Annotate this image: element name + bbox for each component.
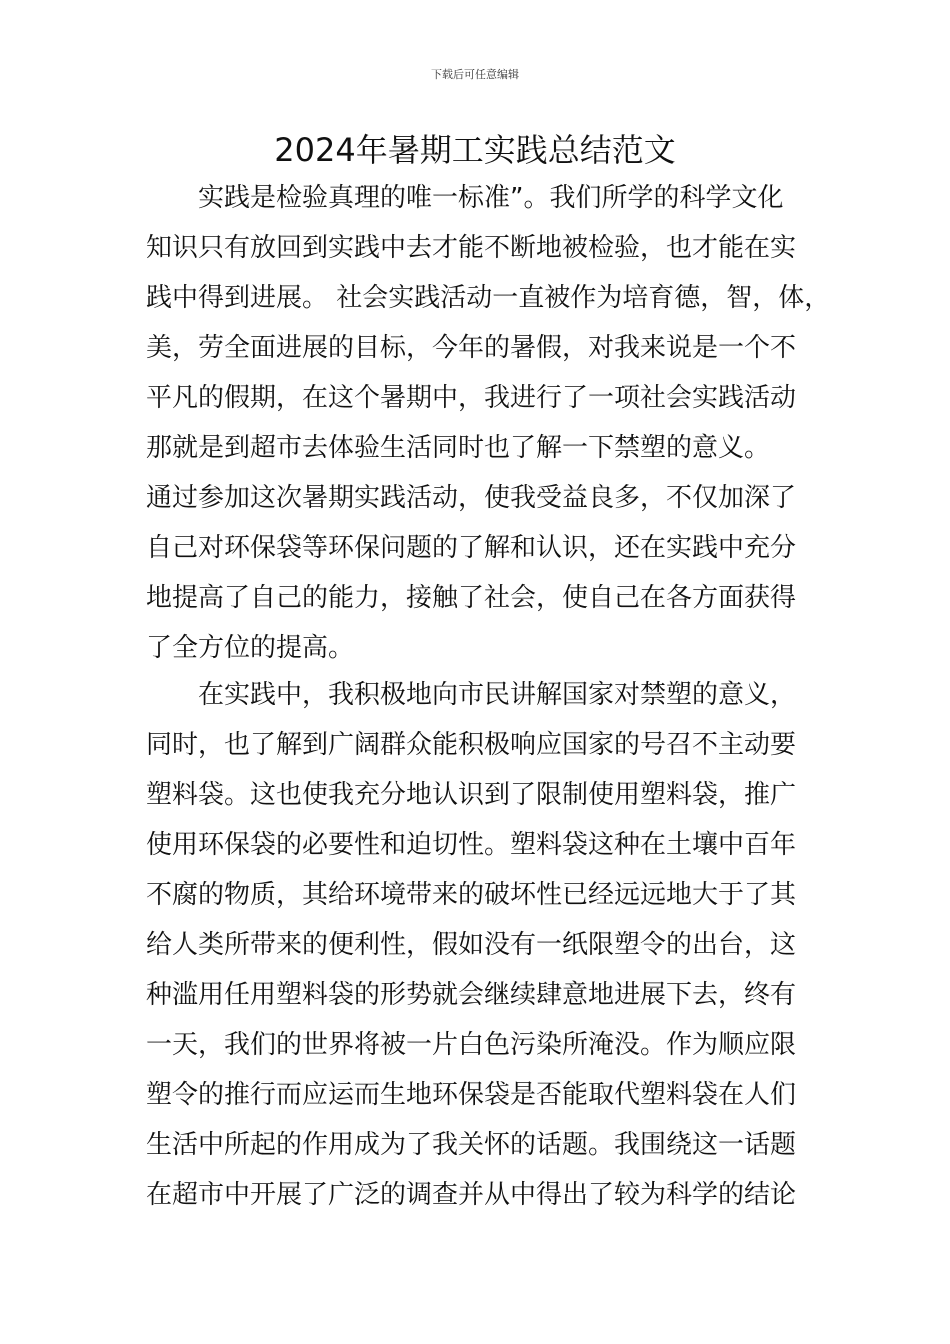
paragraph-line: 通过参加这次暑期实践活动，使我受益良多，不仅加深了 — [146, 483, 797, 513]
paragraph-line: 自己对环保袋等环保问题的了解和认识，还在实践中充分 — [146, 533, 797, 563]
paragraph-line: 美，劳全面进展的目标，今年的暑假，对我来说是一个不 — [146, 333, 797, 363]
paragraph-line: 使用环保袋的必要性和迫切性。塑料袋这种在土壤中百年 — [146, 830, 797, 860]
paragraph-line: 在超市中开展了广泛的调查并从中得出了较为科学的结论 — [146, 1180, 797, 1210]
paragraph-line: 地提高了自己的能力，接触了社会，使自己在各方面获得 — [146, 583, 797, 613]
paragraph-line: 实践是检验真理的唯一标准”。我们所学的科学文化 — [146, 183, 784, 213]
paragraph-line: 那就是到超市去体验生活同时也了解一下禁塑的意义。 — [146, 433, 771, 463]
paragraph-line: 平凡的假期，在这个暑期中，我进行了一项社会实践活动 — [146, 383, 797, 413]
paragraph-line: 践中得到进展。 社会实践活动一直被作为培育德，智，体， — [146, 283, 831, 313]
header-note: 下载后可任意编辑 — [431, 68, 519, 81]
paragraph-line: 知识只有放回到实践中去才能不断地被检验，也才能在实 — [146, 233, 797, 263]
paragraph-line: 塑料袋。这也使我充分地认识到了限制使用塑料袋，推广 — [146, 780, 797, 810]
paragraph-line: 在实践中，我积极地向市民讲解国家对禁塑的意义， — [146, 680, 797, 710]
paragraph-line: 同时，也了解到广阔群众能积极响应国家的号召不主动要 — [146, 730, 797, 760]
paragraph-line: 不腐的物质，其给环境带来的破坏性已经远远地大于了其 — [146, 880, 797, 910]
paragraph-line: 种滥用任用塑料袋的形势就会继续肆意地进展下去，终有 — [146, 980, 797, 1010]
paragraph-line: 生活中所起的作用成为了我关怀的话题。我围绕这一话题 — [146, 1130, 797, 1160]
paragraph-line: 塑令的推行而应运而生地环保袋是否能取代塑料袋在人们 — [146, 1080, 797, 1110]
page-title: 2024年暑期工实践总结范文 — [274, 131, 676, 169]
paragraph-line: 给人类所带来的便利性，假如没有一纸限塑令的出台，这 — [146, 930, 797, 960]
paragraph-line: 一天，我们的世界将被一片白色污染所淹没。作为顺应限 — [146, 1030, 797, 1060]
paragraph-line: 了全方位的提高。 — [146, 633, 355, 663]
